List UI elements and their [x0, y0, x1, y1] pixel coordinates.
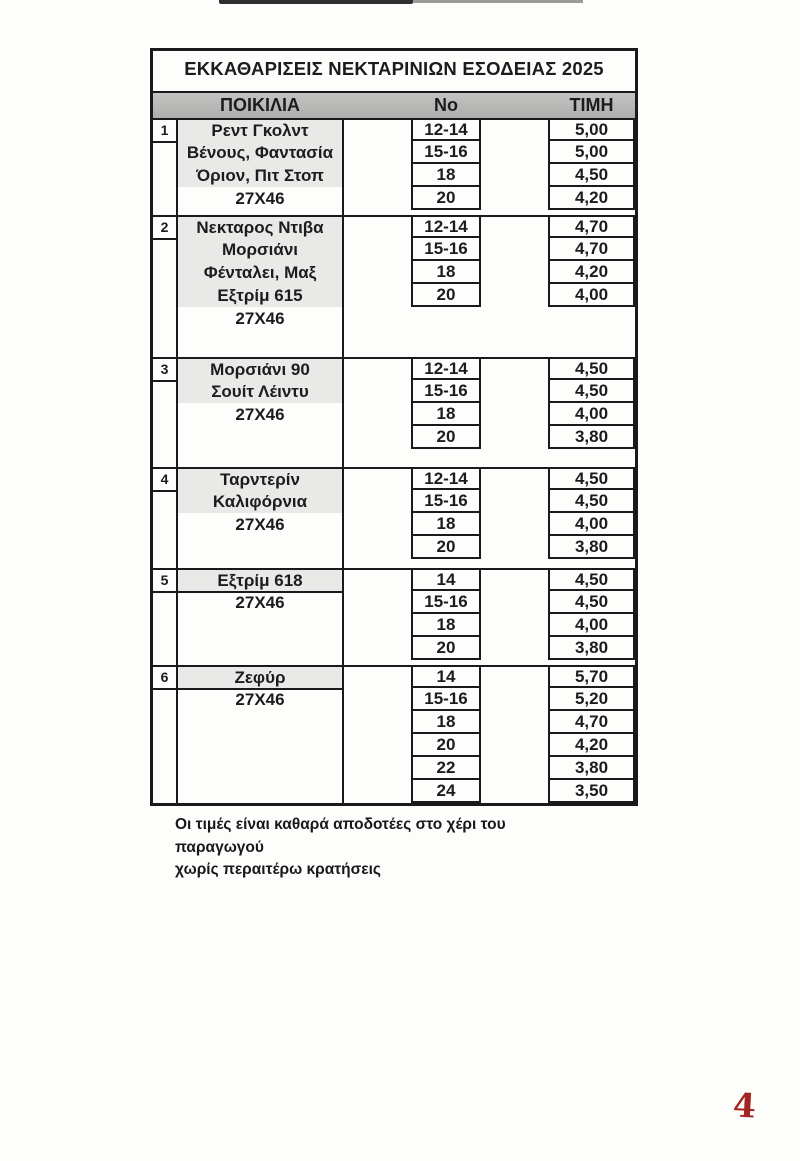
price-value: 3,80: [548, 757, 635, 780]
handwritten-page-number: 4: [731, 1085, 757, 1126]
price-value: 3,80: [548, 637, 635, 660]
size-boxes: [411, 667, 481, 803]
column-header-price: ΤΙΜΗ: [569, 95, 614, 115]
crate-size-line: 27Χ46: [235, 309, 285, 328]
size-value: 15-16: [411, 490, 481, 513]
variety-line: Εξτρίμ 615: [178, 284, 342, 307]
price-value: 4,50: [548, 380, 635, 403]
size-value: 18: [411, 711, 481, 734]
size-boxes: [411, 120, 481, 210]
footnote-line-1: Οι τιμές είναι καθαρά αποδοτέες στο χέρι του παραγωγού: [175, 816, 506, 856]
table-title: ΕΚΚΑΘΑΡΙΣΕΙΣ ΝΕΚΤΑΡΙΝΙΩΝ ΕΣΟΔΕΙΑΣ 2025: [153, 51, 635, 93]
price-value: 5,70: [548, 667, 635, 688]
size-value: 12-14: [411, 217, 481, 238]
size-boxes: [411, 469, 481, 559]
size-boxes: [411, 359, 481, 449]
price-value: 3,80: [548, 536, 635, 559]
variety-line: Μορσιάνι 90: [178, 359, 342, 380]
scan-edge-artifact-dark: [219, 0, 413, 4]
variety-line: Μορσιάνι: [178, 238, 342, 261]
crate-size-line: 27Χ46: [235, 515, 285, 534]
footnote-line-2: χωρίς περαιτέρω κρατήσεις: [175, 861, 381, 878]
variety-names: [178, 570, 342, 614]
size-value: 12-14: [411, 120, 481, 141]
variety-line: Ζεφύρ: [178, 667, 342, 688]
price-value: 4,50: [548, 469, 635, 490]
price-value: 3,50: [548, 780, 635, 803]
variety-names: [178, 120, 342, 210]
variety-column-divider: [342, 570, 344, 665]
size-value: 20: [411, 536, 481, 559]
variety-column-divider: [342, 120, 344, 215]
crate-size-line: 27Χ46: [235, 405, 285, 424]
variety-names: [178, 667, 342, 711]
price-value: 4,00: [548, 284, 635, 307]
crate-size-line: 27Χ46: [235, 189, 285, 208]
group-number: 3: [160, 361, 169, 377]
price-boxes: [548, 217, 635, 307]
variety-names: [178, 469, 342, 536]
group-number: 2: [160, 219, 169, 235]
size-value: 14: [411, 667, 481, 688]
group-number: 4: [160, 471, 169, 487]
price-value: 4,20: [548, 261, 635, 284]
size-value: 15-16: [411, 141, 481, 164]
price-boxes: [548, 667, 635, 803]
price-value: 4,50: [548, 490, 635, 513]
price-value: 4,20: [548, 187, 635, 210]
price-value: 4,50: [548, 164, 635, 187]
size-value: 20: [411, 734, 481, 757]
group-number: 5: [160, 572, 169, 588]
variety-line: Ρεντ Γκολντ: [178, 120, 342, 141]
size-value: 15-16: [411, 238, 481, 261]
size-value: 22: [411, 757, 481, 780]
variety-line: Φένταλει, Μαξ: [178, 261, 342, 284]
variety-column-divider: [342, 359, 344, 467]
scan-edge-artifact-light: [413, 0, 583, 3]
price-value: 4,00: [548, 513, 635, 536]
variety-line: Εξτρίμ 618: [178, 570, 342, 591]
price-value: 4,00: [548, 403, 635, 426]
price-value: 4,70: [548, 238, 635, 261]
variety-group-5: [153, 568, 635, 665]
price-boxes: [548, 570, 635, 660]
size-value: 15-16: [411, 380, 481, 403]
size-value: 12-14: [411, 469, 481, 490]
size-value: 12-14: [411, 359, 481, 380]
price-value: 4,00: [548, 614, 635, 637]
price-value: 4,50: [548, 359, 635, 380]
variety-line: Καλιφόρνια: [178, 490, 342, 513]
size-value: 20: [411, 637, 481, 660]
size-value: 18: [411, 403, 481, 426]
size-value: 15-16: [411, 688, 481, 711]
column-header-size: Νο: [434, 95, 458, 115]
size-value: 20: [411, 426, 481, 449]
variety-line: Νεκταρος Ντιβα: [178, 217, 342, 238]
price-value: 5,00: [548, 141, 635, 164]
price-boxes: [548, 469, 635, 559]
variety-group-4: [153, 467, 635, 568]
price-value: 4,70: [548, 217, 635, 238]
variety-column-divider: [342, 469, 344, 568]
size-value: 18: [411, 614, 481, 637]
column-header-variety: ΠΟΙΚΙΛΙΑ: [219, 95, 300, 115]
table-header-row: [153, 93, 635, 118]
price-boxes: [548, 120, 635, 210]
price-value: 4,50: [548, 570, 635, 591]
size-value: 15-16: [411, 591, 481, 614]
price-value: 5,20: [548, 688, 635, 711]
variety-line: Σουίτ Λέιντυ: [178, 380, 342, 403]
group-number: 6: [160, 669, 169, 685]
variety-group-3: [153, 357, 635, 467]
variety-line: Όριον, Πιτ Στοπ: [178, 164, 342, 187]
variety-line: Βένους, Φαντασία: [178, 141, 342, 164]
size-value: 20: [411, 187, 481, 210]
price-table: [150, 48, 638, 806]
size-boxes: [411, 217, 481, 307]
size-value: 24: [411, 780, 481, 803]
group-number: 1: [160, 122, 169, 138]
price-value: 4,70: [548, 711, 635, 734]
crate-size-line: 27Χ46: [235, 690, 285, 709]
price-value: 4,20: [548, 734, 635, 757]
size-value: 14: [411, 570, 481, 591]
variety-group-2: [153, 215, 635, 357]
variety-group-1: [153, 118, 635, 215]
crate-size-line: 27Χ46: [235, 593, 285, 612]
price-boxes: [548, 359, 635, 449]
size-value: 18: [411, 513, 481, 536]
footnote: [175, 814, 595, 882]
size-value: 18: [411, 164, 481, 187]
size-value: 18: [411, 261, 481, 284]
size-value: 20: [411, 284, 481, 307]
size-boxes: [411, 570, 481, 660]
price-value: 4,50: [548, 591, 635, 614]
price-value: 5,00: [548, 120, 635, 141]
variety-names: [178, 359, 342, 426]
price-value: 3,80: [548, 426, 635, 449]
variety-group-6: [153, 665, 635, 803]
variety-line: Ταρντερίν: [178, 469, 342, 490]
variety-names: [178, 217, 342, 330]
